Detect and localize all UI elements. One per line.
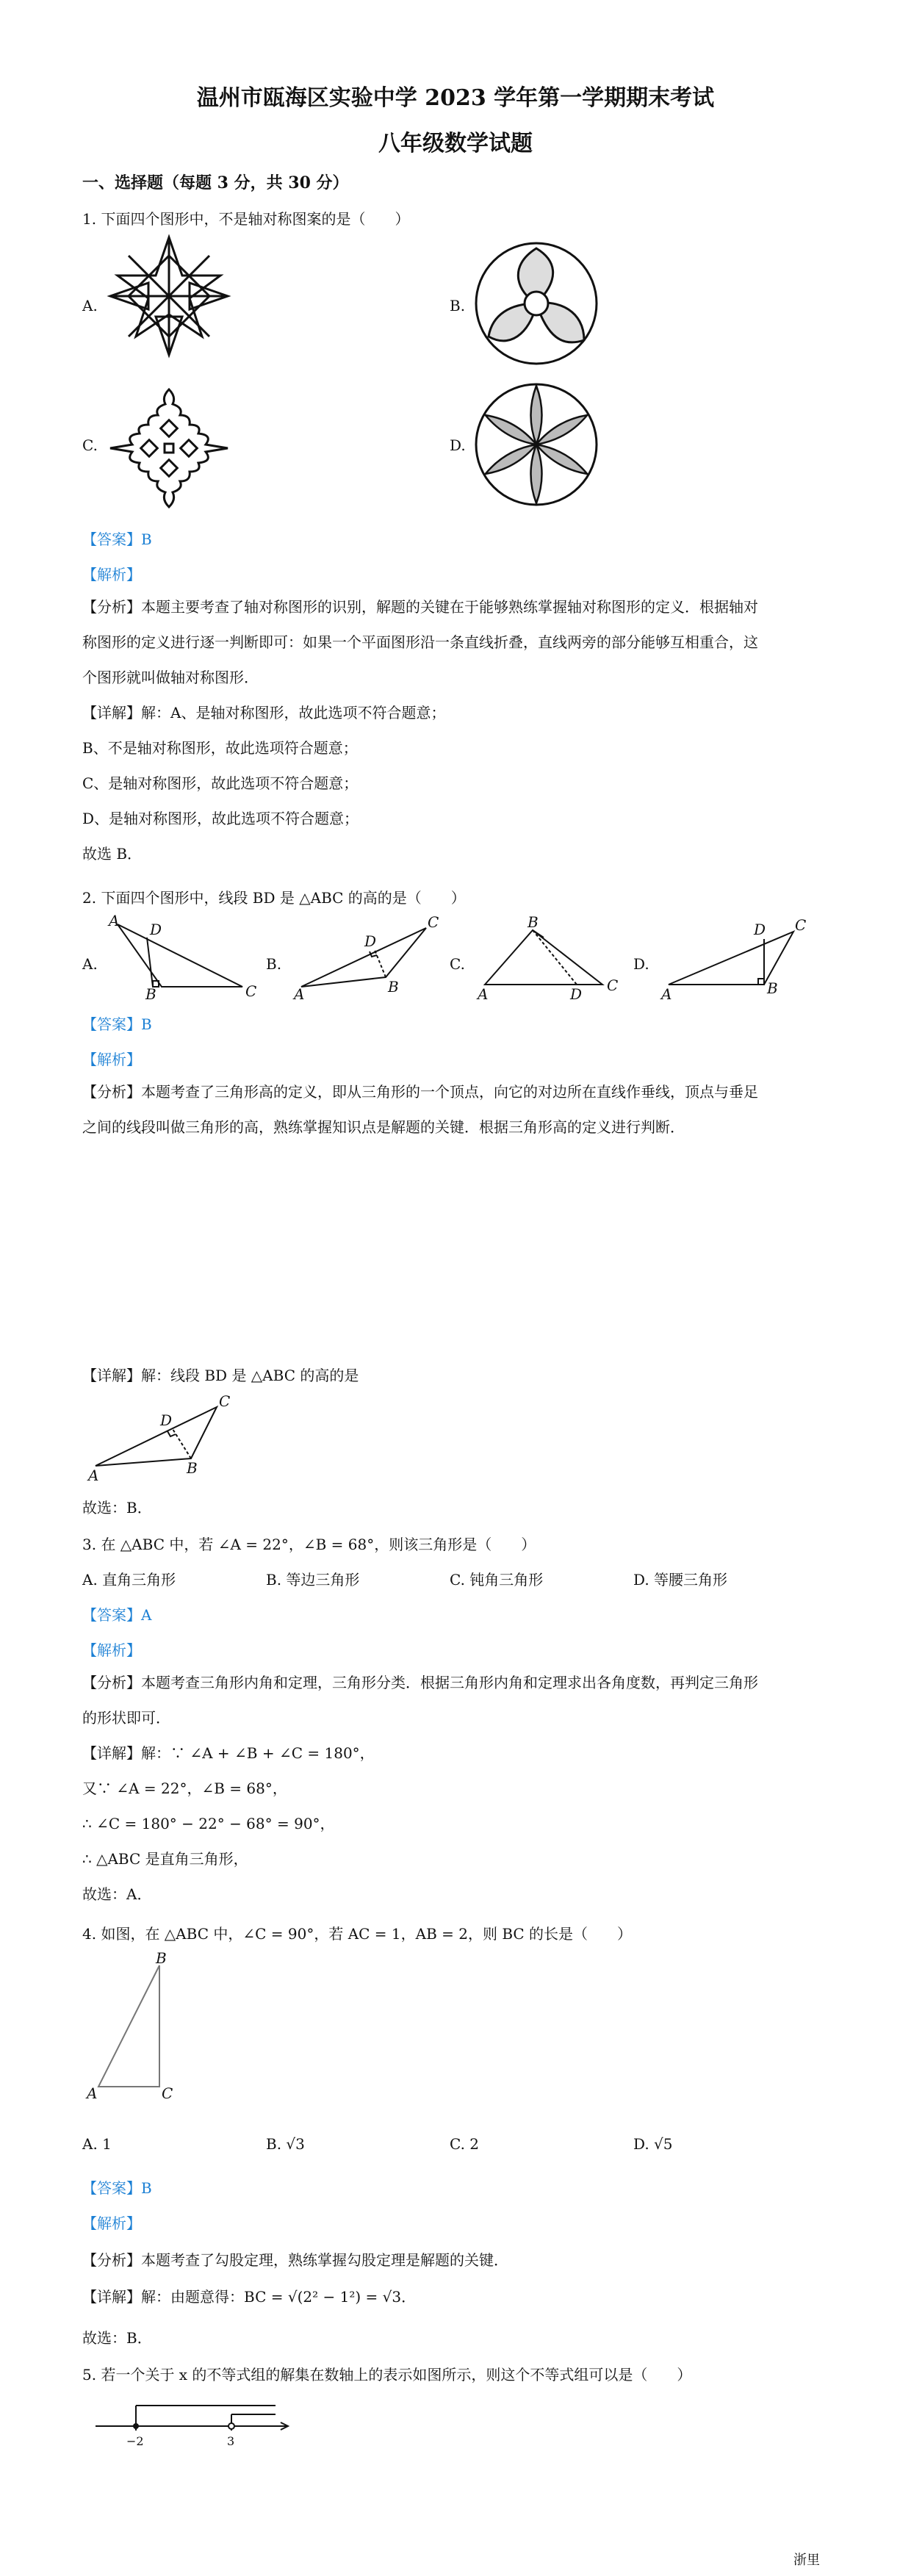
q4-point-b: B <box>156 1949 167 1967</box>
q2a-point-c: C <box>245 982 257 1000</box>
q4-conclusion: 故选：B． <box>82 2329 152 2347</box>
q2d-detail-point-d: D <box>160 1411 173 1429</box>
q3-analysis-tag: 【解析】 <box>82 1641 141 1659</box>
q2-label-d: D. <box>633 955 649 973</box>
q1-detail-line: D、是轴对称图形，故此选项不符合题意； <box>82 810 359 827</box>
q2a-point-b: B <box>145 985 156 1003</box>
q2-figure-a <box>109 912 257 1003</box>
q2c-point-b: B <box>527 913 539 931</box>
q4-answer: 【答案】B <box>82 2179 152 2197</box>
q4-detail: 【详解】解：由题意得：BC = √(2² − 1²) = √3． <box>82 2288 417 2306</box>
q5-tick-minus2: −2 <box>126 2434 144 2448</box>
q5-stem: 5. 若一个关于 x 的不等式组的解集在数轴上的表示如图所示，则这个不等式组可以是（ ） <box>82 2366 692 2383</box>
q1-label-c: C. <box>82 436 98 454</box>
q2b-point-c: C <box>428 913 439 931</box>
q3-answer: 【答案】A <box>82 1606 152 1624</box>
q3-detail-line: ∴ ∠C = 180° − 22° − 68° = 90°， <box>82 1815 335 1832</box>
section-heading: 一、选择题（每题 3 分，共 30 分） <box>82 173 349 193</box>
q5-tick-3: 3 <box>227 2434 235 2448</box>
q2c-point-a: A <box>478 985 489 1003</box>
q2b-point-b: B <box>388 978 399 996</box>
q2d-detail-point-b: B <box>187 1459 198 1477</box>
q4-option-c: C. 2 <box>450 2135 480 2153</box>
q1-label-d: D. <box>450 436 466 454</box>
q3-analysis-line: 【分析】本题考查三角形内角和定理，三角形分类．根据三角形内角和定理求出各角度数，再判定三角形 <box>82 1674 758 1691</box>
q2a-point-a: A <box>109 912 120 929</box>
q1-detail-line: C、是轴对称图形，故此选项不符合题意； <box>82 774 359 792</box>
q1-detail-line: 故选 B． <box>82 845 143 863</box>
q3-option-b: B. 等边三角形 <box>266 1571 360 1589</box>
q2-stem: 2. 下面四个图形中，线段 BD 是 △ABC 的高的是（ ） <box>82 889 466 907</box>
footer-watermark: 浙里 <box>793 2552 820 2568</box>
q3-detail-line: 故选：A． <box>82 1885 152 1903</box>
q2c-point-c: C <box>607 976 619 994</box>
q4-option-d: D. √5 <box>633 2135 673 2153</box>
q2-label-b: B. <box>266 955 282 973</box>
q2-analysis-line: 之间的线段叫做三角形的高，熟练掌握知识点是解题的关键．根据三角形高的定义进行判断． <box>82 1118 685 1136</box>
q1-analysis-line: 【分析】本题主要考查了轴对称图形的识别，解题的关键在于能够熟练掌握轴对称图形的定义．根据轴对 <box>82 598 758 616</box>
q1-analysis-tag: 【解析】 <box>82 566 141 583</box>
q1-analysis-line: 称图形的定义进行逐一判断即可：如果一个平面图形沿一条直线折叠，直线两旁的部分能够互相重合，这 <box>82 633 758 651</box>
q1-label-a: A. <box>82 297 98 314</box>
q2b-point-a: A <box>294 985 305 1003</box>
q4-stem: 4. 如图，在 △ABC 中，∠C = 90°，若 AC = 1，AB = 2，则 BC 的长是（ ） <box>82 1925 633 1943</box>
q2-label-a: A. <box>82 955 98 973</box>
q2-figure-d <box>661 916 808 1003</box>
q2d-point-c: C <box>795 916 807 934</box>
q1-figure-b <box>474 241 599 366</box>
q4-point-c: C <box>162 2084 173 2102</box>
q1-stem: 1. 下面四个图形中，不是轴对称图案的是（ ） <box>82 210 410 228</box>
q2-analysis <box>82 1074 832 1145</box>
q2-detail: 【详解】解：线段 BD 是 △ABC 的高的是 <box>82 1367 359 1384</box>
q1-detail-line: B、不是轴对称图形，故此选项符合题意； <box>82 739 358 757</box>
q2d-point-b: B <box>767 979 778 997</box>
q4-option-b: B. √3 <box>266 2135 305 2153</box>
q5-number-line <box>88 2397 309 2456</box>
q1-detail-line: 【详解】解：A、是轴对称图形，故此选项不符合题意； <box>82 704 446 722</box>
q3-analysis <box>82 1665 832 1912</box>
q4-analysis: 【分析】本题考查了勾股定理，熟练掌握勾股定理是解题的关键． <box>82 2251 508 2269</box>
q2-analysis-tag: 【解析】 <box>82 1051 141 1068</box>
q4-analysis-tag: 【解析】 <box>82 2215 141 2232</box>
q2d-point-a: A <box>661 985 672 1003</box>
q3-option-a: A. 直角三角形 <box>82 1571 176 1589</box>
q2-analysis-line: 【分析】本题考查了三角形高的定义，即从三角形的一个顶点，向它的对边所在直线作垂线，顶点与垂足 <box>82 1083 758 1101</box>
q2-label-c: C. <box>450 955 465 973</box>
q3-option-c: C. 钝角三角形 <box>450 1571 544 1589</box>
q1-answer: 【答案】B <box>82 530 152 548</box>
q3-analysis-line: 的形状即可． <box>82 1709 170 1727</box>
q2a-point-d: D <box>150 921 162 938</box>
q3-detail-line: ∴ △ABC 是直角三角形， <box>82 1850 248 1868</box>
q2-figure-b <box>294 913 441 1003</box>
q2c-point-d: D <box>570 985 583 1003</box>
q1-figure-a <box>107 234 231 359</box>
q2-figure-c <box>478 913 624 1003</box>
q3-stem: 3. 在 △ABC 中，若 ∠A = 22°，∠B = 68°，则该三角形是（ ） <box>82 1536 536 1553</box>
q2d-point-d: D <box>754 921 766 938</box>
q2d-detail-point-a: A <box>88 1467 99 1484</box>
q1-figure-c <box>103 382 235 514</box>
q3-detail-line: 又∵ ∠A = 22°，∠B = 68°， <box>82 1780 287 1797</box>
q2d-detail-point-c: C <box>219 1392 231 1410</box>
q2b-point-d: D <box>364 932 377 950</box>
q4-option-a: A. 1 <box>82 2135 112 2153</box>
q2-answer: 【答案】B <box>82 1015 152 1033</box>
q1-figure-d <box>474 382 599 507</box>
q3-detail-line: 【详解】解：∵ ∠A + ∠B + ∠C = 180°， <box>82 1744 375 1762</box>
q3-option-d: D. 等腰三角形 <box>633 1571 728 1589</box>
q4-figure <box>82 1949 192 2102</box>
q1-analysis-line: 个图形就叫做轴对称图形． <box>82 669 259 686</box>
exam-subtitle: 八年级数学试题 <box>378 131 533 156</box>
q2-detail-figure <box>88 1392 250 1484</box>
q1-label-b: B. <box>450 297 466 314</box>
q1-analysis <box>82 589 832 871</box>
q4-point-a: A <box>87 2084 98 2102</box>
q2-conclusion: 故选：B． <box>82 1499 152 1517</box>
exam-title: 温州市瓯海区实验中学 2023 学年第一学期期末考试 <box>196 85 715 111</box>
